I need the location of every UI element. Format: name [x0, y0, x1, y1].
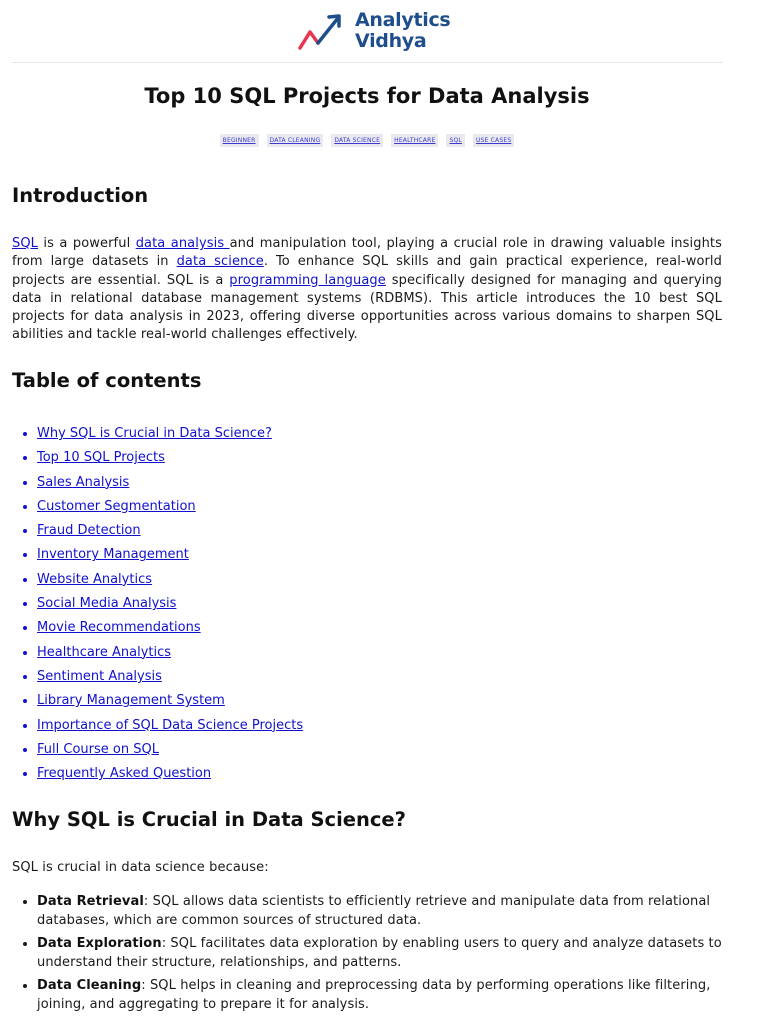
toc-item [37, 592, 303, 616]
bullet-item [37, 893, 742, 930]
toc-item [37, 495, 303, 519]
toc-link-movie-recommendations[interactable]: Movie Recommendations [37, 620, 201, 636]
tag-use-cases[interactable]: USE CASES [473, 134, 514, 147]
toc-link-fraud-detection[interactable]: Fraud Detection [37, 523, 141, 539]
toc-item [37, 689, 303, 713]
toc-link-customer-segmentation[interactable]: Customer Segmentation [37, 498, 196, 514]
toc-link-library-management[interactable]: Library Management System [37, 693, 225, 709]
toc-link-faq[interactable]: Frequently Asked Question [37, 766, 212, 782]
toc-link-sentiment-analysis[interactable]: Sentiment Analysis [37, 668, 162, 684]
toc-link-sales-analysis[interactable]: Sales Analysis [37, 474, 130, 490]
toc-item [37, 422, 303, 446]
tag-healthcare[interactable]: HEALTHCARE [391, 134, 438, 147]
toc-item [37, 762, 303, 786]
logo-wordmark [355, 10, 450, 52]
site-logo[interactable] [298, 10, 468, 56]
link-data-science[interactable]: data science [176, 254, 264, 270]
analytics-chart-icon [298, 12, 348, 52]
bullet-term: Data Retrieval [37, 894, 144, 909]
bullet-text: : SQL facilitates data exploration by enabling users to query and analyze datasets to understand their structure, relationships, and patterns. [37, 936, 722, 970]
toc-link-social-media-analysis[interactable]: Social Media Analysis [37, 596, 177, 612]
introduction-paragraph [12, 235, 722, 345]
toc-item [37, 738, 303, 762]
toc-link-inventory-management[interactable]: Inventory Management [37, 547, 189, 563]
table-of-contents [0, 422, 303, 786]
toc-heading: Table of contents [12, 369, 202, 392]
link-data-analysis[interactable]: data analysis [135, 236, 230, 251]
logo-line-1: Analytics [355, 9, 451, 31]
logo-line-2: Vidhya [355, 30, 427, 52]
toc-link-website-analytics[interactable]: Website Analytics [37, 571, 152, 587]
why-sql-bullet-list [0, 893, 742, 1019]
bullet-item [37, 977, 742, 1014]
intro-text-3: . To enhance SQL skills and gain practical experience, real-world projects are essential. SQL is a [12, 254, 722, 288]
tag-data-science[interactable]: DATA SCIENCE [331, 134, 383, 147]
bullet-text: : SQL allows data scientists to efficiently retrieve and manipulate data from relational databases, which are common sources of structured data. [37, 894, 711, 928]
toc-item [37, 471, 303, 495]
bullet-item [37, 935, 742, 972]
toc-link-top-10[interactable]: Top 10 SQL Projects [37, 450, 165, 466]
why-sql-heading: Why SQL is Crucial in Data Science? [12, 808, 406, 831]
toc-item [37, 714, 303, 738]
toc-link-healthcare-analytics[interactable]: Healthcare Analytics [37, 644, 172, 660]
bullet-text: : SQL helps in cleaning and preprocessing data by performing operations like filtering, joining, and aggregating to prepare it for analysis. [37, 978, 711, 1012]
intro-text-1: is a powerful [38, 236, 136, 251]
toc-item [37, 519, 303, 543]
toc-item [37, 665, 303, 689]
toc-link-importance[interactable]: Importance of SQL Data Science Projects [37, 717, 304, 733]
tag-data-cleaning[interactable]: DATA CLEANING [267, 134, 324, 147]
tag-beginner[interactable]: BEGINNER [220, 134, 259, 147]
bullet-term: Data Exploration [37, 936, 162, 951]
tag-list [0, 134, 734, 147]
tag-sql[interactable]: SQL [446, 134, 464, 147]
toc-link-full-course[interactable]: Full Course on SQL [37, 741, 159, 757]
intro-text-4: specifically designed for managing and querying data in relational database management systems (RDBMS). This article introduces the 10 best SQL projects for data analysis in 2023, offering diverse opportunities across various domains to sharpen SQL abilities and tackle real-world challenges effectively. [12, 272, 723, 343]
toc-item [37, 446, 303, 470]
link-sql[interactable]: SQL [12, 236, 39, 251]
toc-item [37, 616, 303, 640]
introduction-heading: Introduction [12, 184, 149, 207]
toc-item [37, 568, 303, 592]
toc-item [37, 543, 303, 567]
toc-item [37, 641, 303, 665]
why-sql-lead: SQL is crucial in data science because: [12, 860, 269, 875]
link-programming-language[interactable]: programming language [229, 272, 386, 288]
intro-text-2: and manipulation tool, playing a crucial role in drawing valuable insights from large datasets in [12, 236, 722, 270]
bullet-term: Data Cleaning [37, 978, 142, 993]
site-header [12, 0, 723, 63]
article-title: Top 10 SQL Projects for Data Analysis [144, 84, 590, 108]
toc-link-why-sql[interactable]: Why SQL is Crucial in Data Science? [37, 426, 272, 441]
